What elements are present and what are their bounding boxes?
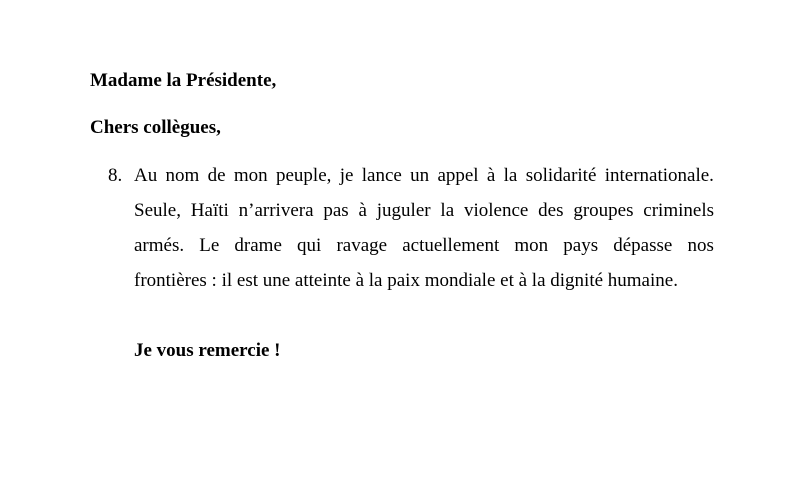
salutation-chers-collegues: Chers collègues, xyxy=(90,117,221,138)
word: Au xyxy=(134,165,158,186)
word: des xyxy=(538,200,564,221)
word: mon xyxy=(233,165,268,186)
word: la xyxy=(503,165,518,186)
paragraph-line xyxy=(134,228,714,263)
word: je xyxy=(339,165,354,186)
word: solidarité xyxy=(525,165,597,186)
word: la xyxy=(440,200,455,221)
word: un xyxy=(410,165,430,186)
paragraph-line-words xyxy=(134,228,714,263)
word: groupes xyxy=(573,200,634,221)
word: juguler xyxy=(376,200,431,221)
word: pays xyxy=(563,235,599,256)
paragraph-number: 8. xyxy=(108,165,123,186)
paragraph-line: frontières : il est une atteinte à la paix mondiale et à la dignité humaine. xyxy=(134,270,678,291)
word: internationale. xyxy=(604,165,714,186)
word: qui xyxy=(297,235,322,256)
word: criminels xyxy=(643,200,714,221)
word: dépasse xyxy=(613,235,673,256)
paragraph-line-words xyxy=(134,158,714,193)
paragraph-line xyxy=(134,193,714,228)
word: de xyxy=(207,165,226,186)
word: pas xyxy=(323,200,349,221)
word: Seule, xyxy=(134,200,181,221)
paragraph-line xyxy=(134,158,714,193)
word: n’arrivera xyxy=(238,200,314,221)
word: Haïti xyxy=(190,200,229,221)
word: peuple, xyxy=(275,165,332,186)
closing-thanks: Je vous remercie ! xyxy=(134,340,281,361)
paragraph-body xyxy=(134,158,714,298)
word: armés. xyxy=(134,235,185,256)
paragraph-line-words xyxy=(134,193,714,228)
word: à xyxy=(358,200,367,221)
word: ravage xyxy=(336,235,388,256)
word: à xyxy=(486,165,496,186)
word: drame xyxy=(234,235,282,256)
word: violence xyxy=(463,200,529,221)
word: nos xyxy=(687,235,714,256)
word: appel xyxy=(437,165,479,186)
word: nom xyxy=(165,165,200,186)
word: actuellement xyxy=(402,235,500,256)
word: Le xyxy=(199,235,220,256)
word: lance xyxy=(361,165,402,186)
salutation-madame-la-presidente: Madame la Présidente, xyxy=(90,70,277,91)
word: mon xyxy=(514,235,549,256)
